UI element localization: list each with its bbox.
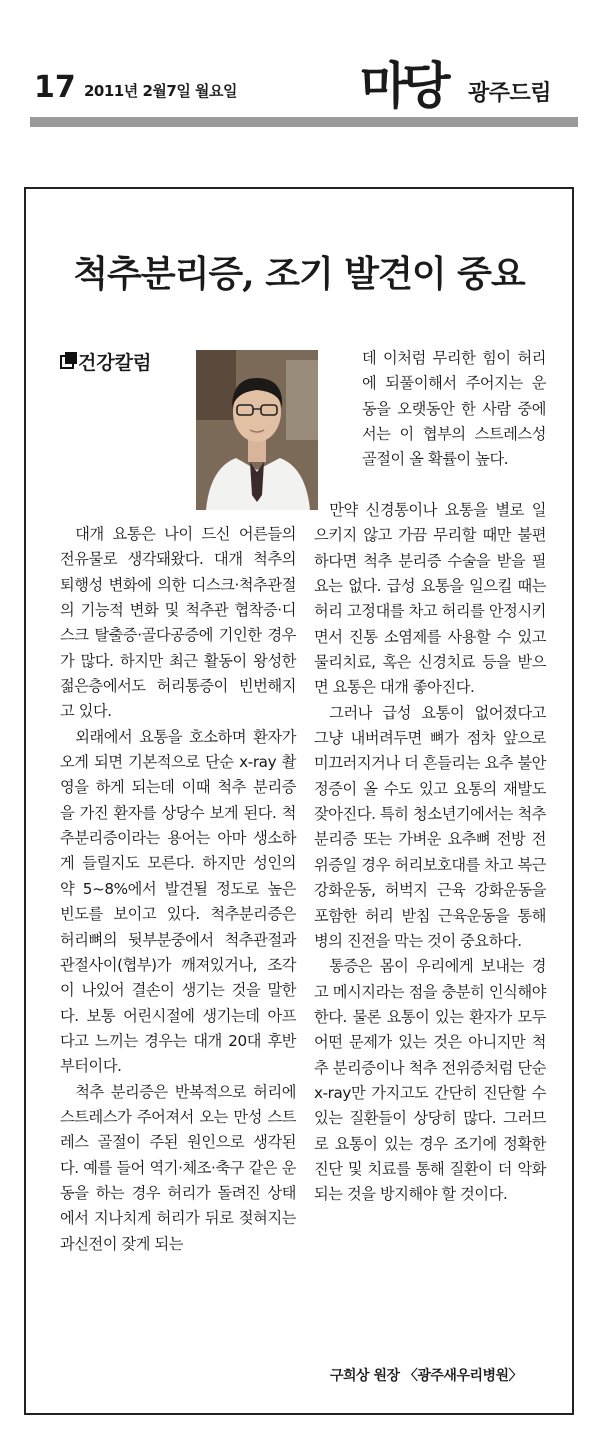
paragraph: 그러나 급성 요통이 없어졌다고 그냥 내버려두면 뼈가 점차 앞으로 미끄러지거나 더 흔들리는 요추 불안정증이 올 수도 있고 요통의 재발도 잦아진다. 특히 청소년기에서는 척추분리증 또는 가벼운 요추뼈 전방 전위증일 경우 허리보호대를 차고 복근 강화운동, 허벅지 근육 강화운동을 포함한 허리 받침 근육운동을 통해 병의 진전을 막는 것이 중요하다. xyxy=(314,703,546,950)
column-label-text: 건강칼럼 xyxy=(78,352,152,374)
headline: 척추분리증, 조기 발견이 중요 xyxy=(73,253,525,295)
paragraph: 대개 요통은 나이 드신 어른들의 전유물로 생각돼왔다. 대개 척추의 퇴행성 변화에 의한 디스크·척추관절의 기능적 변화 및 척추관 협착증·디스크 탈출증·골다공증에 기인한 경우가 많다. 하지만 최근 활동이 왕성한 젊은층에서도 허리통증이 빈번해지고 있다. xyxy=(60,525,296,721)
column-label xyxy=(60,348,151,375)
paragraph: 데 이처럼 무리한 힘이 허리에 되풀이해서 주어지는 운동을 오랫동안 한 사람 중에서는 이 협부의 스트레스성 골절이 올 확률이 높다. xyxy=(362,349,546,469)
section-brand: 광주드림 xyxy=(468,81,552,106)
author-photo xyxy=(196,350,318,510)
paragraph: 외래에서 요통을 호소하며 환자가 오게 되면 기본적으로 단순 x-ray 촬영을 하게 되는데 이때 척추 분리증을 가진 환자를 상당수 보게 된다. 척추분리증이라는 용어는 아마 생소하게 들릴지도 모른다. 하지만 성인의 약 5~8%에서 발견될 정도로 높은 빈도를 보이고 있다. 척추분리증은 허리뼈의 뒷부분중에서 척추관절과 관절사이(협부)가 깨져있거나, 조각이 나있어 결손이 생기는 것을 말한다. 보통 어린시절에 생기는데 아프다고 느끼는 경우는 대개 20대 후반부터이다. xyxy=(60,727,296,1076)
right-top-column xyxy=(362,346,546,473)
page-number: 17 xyxy=(34,70,76,105)
paragraph: 통증은 몸이 우리에게 보내는 경고 메시지라는 점을 충분히 인식해야 한다. 물론 요통이 있는 환자가 모두 어떤 문제가 있는 것은 아니지만 척추 분리증이나 척추 전위증처럼 단순 x-ray만 가지고도 간단히 진단할 수 있는 질환들이 상당히 많다. 그러므로 요통이 있는 경우 조기에 정확한 진단 및 치료를 통해 질환이 더 악화되는 것을 방지해야 할 것이다. xyxy=(314,957,546,1204)
author-byline: 구희상 원장 〈광주새우리병원〉 xyxy=(330,1368,523,1384)
paragraph: 척추 분리증은 반복적으로 허리에 스트레스가 주어져서 오는 만성 스트레스 골절이 주된 원인으로 생각된다. 예를 들어 역기·체조·축구 같은 운동을 하는 경우 허리가 돌려진 상태에서 지나치게 허리가 뒤로 젖혀지는 과신전이 잦게 되는 xyxy=(60,1082,296,1253)
section-logo: 마당 xyxy=(360,56,445,115)
paragraph: 만약 신경통이나 요통을 별로 일으키지 않고 가끔 무리할 때만 불편하다면 척추 분리증 수술을 받을 필요는 없다. 급성 요통을 일으킬 때는 허리 고정대를 차고 허리를 안정시키면서 진통 소염제를 사용할 수 있고 물리치료, 혹은 신경치료 등을 받으면 요통은 대개 좋아진다. xyxy=(314,501,546,697)
header-rule xyxy=(30,117,578,127)
doctor-portrait-icon xyxy=(196,350,318,510)
right-column xyxy=(314,498,546,1208)
left-column xyxy=(60,522,296,1257)
page-header xyxy=(0,0,600,130)
square-bullet-icon xyxy=(60,355,74,369)
publication-date: 2011년 2월7일 월요일 xyxy=(84,82,238,100)
